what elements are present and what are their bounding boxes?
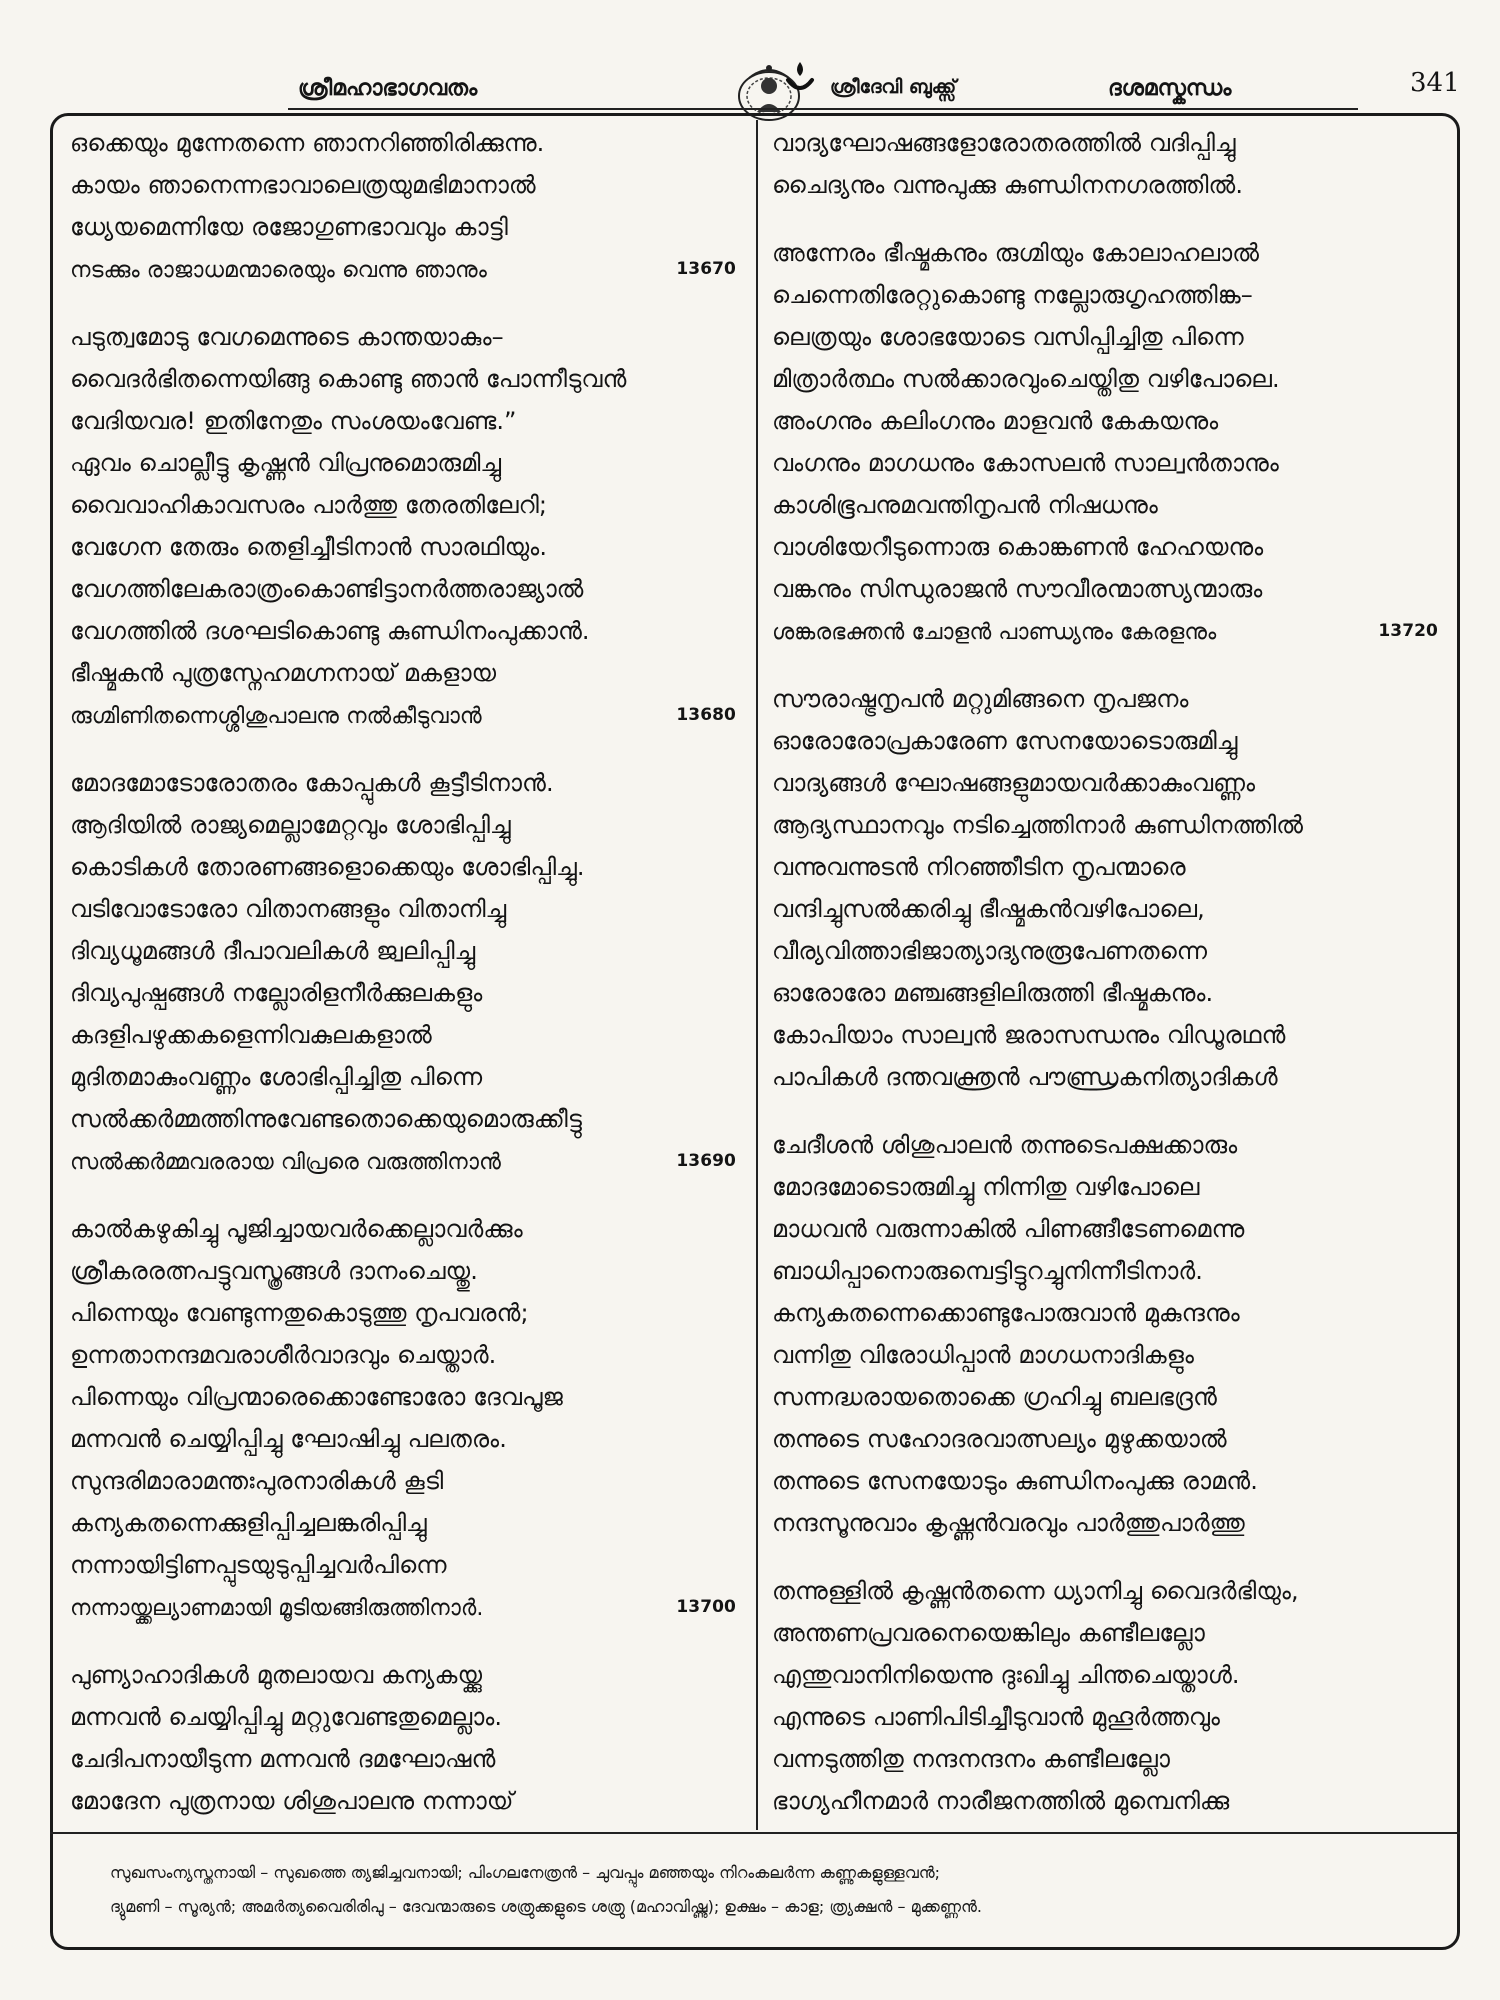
verse-line [70, 610, 742, 652]
verse-line [772, 1822, 1444, 1827]
verse-text: പിന്നെയും വേണ്ടുന്നതുകൊടുത്തു നൃപവരൻ; [70, 1299, 529, 1327]
page-number: 341 [1410, 68, 1460, 98]
verse-line [772, 316, 1444, 358]
verse-line [70, 1696, 742, 1738]
verse-line [772, 400, 1444, 442]
verse-text: ചൈദ്യനും വന്നുപുക്കു കുണ്ഡിനനഗരത്തിൽ. [772, 171, 1244, 199]
stanza [772, 232, 1444, 652]
verse-text: പടുത്വമോടു വേഗമെന്നുടെ കാന്തയാകും– [70, 323, 504, 351]
verse-number: 13720 [1378, 621, 1438, 641]
verse-line [70, 1208, 742, 1250]
verse-line [772, 274, 1444, 316]
verse-text: ഭാഗ്യഹീനമാർ നാരീജനത്തിൽ മുമ്പെനിക്കു [772, 1787, 1230, 1815]
verse-text: വേഗത്തിൽ ദശഘടികൊണ്ടു കുണ്ഡിനംപുക്കാൻ. [70, 617, 590, 645]
verse-text: സന്നദ്ധരായതൊക്കെ ഗ്രഹിച്ചു ബലഭദ്രൻ [772, 1383, 1217, 1411]
stanza [772, 678, 1444, 1098]
verse-line [70, 442, 742, 484]
verse-line [70, 1334, 742, 1376]
verse-line [70, 1418, 742, 1460]
verse-line [70, 762, 742, 804]
verse-line [70, 694, 742, 736]
verse-line [70, 1502, 742, 1544]
verse-line [772, 1502, 1444, 1544]
verse-text: വാശിയേറീടുന്നൊരു കൊങ്കണൻ ഹേഹയനും [772, 533, 1264, 561]
verse-text: വേദിയവര! ഇതിനേതും സംശയംവേണ്ട.” [70, 407, 517, 435]
verse-line [772, 678, 1444, 720]
verse-text: മിത്രാർത്ഥം സൽക്കാരവുംചെയ്തിതു വഴിപോലെ. [772, 365, 1280, 393]
verse-line [70, 1544, 742, 1586]
verse-text: കായം ഞാനെന്നഭാവാലെത്രയുമഭിമാനാൽ [70, 171, 536, 199]
verse-line [70, 1098, 742, 1140]
verse-text: വാദ്യങ്ങൾ ഘോഷങ്ങളുമായവർക്കാകുംവണ്ണം [772, 769, 1256, 797]
stanza [70, 316, 742, 736]
verse-text: ഓരോരോപ്രകാരേണ സേനയോടൊരുമിച്ചു [772, 727, 1238, 755]
verse-text: ഉന്നതാനന്ദമവരാശീർവാദവും ചെയ്താർ. [70, 1341, 497, 1369]
verse-text: ശ്രീകരരത്നപട്ടുവസ്ത്രങ്ങൾ ദാനംചെയ്തു. [70, 1257, 478, 1285]
verse-line [772, 930, 1444, 972]
verse-text: നന്നായിട്ടിണപ്പുടയുടുപ്പിച്ചവർപിന്നെ [70, 1551, 447, 1579]
verse-text: മോദമോടോരോതരം കോപ്പുകൾ കൂട്ടീടിനാൻ. [70, 769, 554, 797]
verse-text: അന്തണപ്രവരനെയെങ്കിലും കണ്ടീലല്ലോ [772, 1619, 1205, 1647]
stanza [70, 122, 742, 290]
verse-text: കന്യകതന്നെക്കുളിപ്പിച്ചലങ്കരിപ്പിച്ചു [70, 1509, 427, 1537]
verse-text: കന്യകതന്നെക്കൊണ്ടുപോരുവാൻ മുകുന്ദനും [772, 1299, 1240, 1327]
verse-line [70, 652, 742, 694]
verse-text: ഭീഷ്മകൻ പുത്രസ്നേഹമഗ്നനായ് മകളായ [70, 659, 497, 687]
verse-text: എന്തുവാനിനിയെന്നു ദുഃഖിച്ചു ചിന്തചെയ്താൾ. [772, 1661, 1240, 1689]
footnote-line: സുഖസംന്യസ്തനായി – സുഖത്തെ ത്യജിച്ചവനായി; പിംഗലനേത്രൻ – ചുവപ്പും മഞ്ഞയും നിറംകലർന്ന കണ്ണുകളുള്ളവൻ; [110, 1863, 941, 1882]
footnote-divider [50, 1832, 1460, 1834]
verse-text: നടക്കും രാജാധമന്മാരെയും വെന്നു ഞാനും [70, 258, 487, 283]
verse-line [772, 1780, 1444, 1822]
header-rule [288, 108, 1358, 110]
verse-line [772, 568, 1444, 610]
verse-text: ആദ്യസ്ഥാനവും നടിച്ചെത്തിനാർ കുണ്ഡിനത്തിൽ [772, 811, 1304, 839]
verse-text: മോദേന പുത്രനായ ശിശുപാലനു നന്നായ് [70, 1787, 514, 1815]
footnote-line: ദ്യുമണി – സൂര്യൻ; അമർത്യവൈരിരിപു – ദേവന്മാരുടെ ശത്രുക്കളുടെ ശത്രു (മഹാവിഷ്ണു); ഉക്ഷം – കാള; ത്ര്യക്ഷൻ – മുക്കണ്ണൻ. [110, 1897, 982, 1916]
verse-line [70, 316, 742, 358]
verse-line [772, 1696, 1444, 1738]
stanza [70, 1208, 742, 1628]
page-header [30, 60, 1470, 110]
verse-line [70, 248, 742, 290]
verse-text: വടിവോടോരോ വിതാനങ്ങളും വിതാനിച്ചു [70, 895, 507, 923]
stanza [772, 1124, 1444, 1544]
verse-text: സൽക്കർമ്മത്തിന്നുവേണ്ടതൊക്കെയുമൊരുക്കീട്ടു [70, 1105, 582, 1133]
verse-line [70, 1654, 742, 1696]
verse-text: ആദിയിൽ രാജ്യമെല്ലാമേറ്റവും ശോഭിപ്പിച്ചു [70, 811, 511, 839]
verse-text: തന്നുടെ സഹോദരവാത്സല്യം മുഴുക്കയാൽ [772, 1425, 1227, 1453]
verse-text: കാൽകഴുകിച്ചു പൂജിച്ചായവർക്കെല്ലാവർക്കും [70, 1215, 523, 1243]
verse-line [70, 400, 742, 442]
verse-text: നന്നായ്ക്കല്യാണമായി മൂടിയങ്ങിരുത്തിനാർ. [70, 1596, 484, 1621]
verse-text: മാധവൻ വരുന്നാകിൽ പിണങ്ങീടേണമെന്നു [772, 1215, 1245, 1243]
verse-text: ചേദീശൻ ശിശുപാലൻ തന്നുടെപക്ഷക്കാരും [772, 1131, 1238, 1159]
publisher-logo-icon [780, 58, 820, 98]
verse-text: മോദമോടൊരുമിച്ചു നിന്നിതു വഴിപോലെ [772, 1173, 1200, 1201]
verse-line [772, 1738, 1444, 1780]
verse-line [772, 1250, 1444, 1292]
verse-text: വങ്കനും സിന്ധുരാജൻ സൗവീരന്മാത്സ്യന്മാരും [772, 575, 1263, 603]
verse-text: വാദ്യഘോഷങ്ങളോരോതരത്തിൽ വദിപ്പിച്ചു [772, 129, 1236, 157]
right-column [772, 122, 1444, 1827]
stanza [772, 1570, 1444, 1827]
verse-text: വന്നടുത്തിതു നന്ദനന്ദനം കണ്ടീലല്ലോ [772, 1745, 1171, 1773]
verse-line [772, 1166, 1444, 1208]
verse-line [772, 1208, 1444, 1250]
verse-line [70, 1250, 742, 1292]
verse-line [70, 888, 742, 930]
verse-text: വേഗത്തിലേകരാത്രംകൊണ്ടിട്ടാനർത്തരാജ്യാൽ [70, 575, 584, 603]
verse-line [70, 1460, 742, 1502]
verse-line [772, 1292, 1444, 1334]
verse-text [70, 1822, 567, 1827]
verse-line [70, 526, 742, 568]
book-title: ശ്രീമഹാഭാഗവതം [298, 76, 478, 101]
verse-line [70, 930, 742, 972]
verse-line [772, 720, 1444, 762]
verse-number: 13670 [676, 259, 736, 279]
verse-text: വംഗനും മാഗധനും കോസലൻ സാല്വൻതാനും [772, 449, 1279, 477]
verse-line [772, 232, 1444, 274]
left-column [70, 122, 742, 1827]
verse-line [70, 972, 742, 1014]
verse-text: വൈവാഹികാവസരം പാർത്തു തേരതിലേറി; [70, 491, 548, 519]
verse-line [70, 1822, 742, 1827]
verse-text [772, 1822, 1279, 1827]
verse-line [772, 1334, 1444, 1376]
verse-text: പുണ്യാഹാദികൾ മുതലായവ കന്യകയ്ക്കു [70, 1661, 483, 1689]
verse-line [70, 164, 742, 206]
verse-line [772, 1376, 1444, 1418]
verse-line [70, 122, 742, 164]
verse-line [772, 526, 1444, 568]
verse-line [70, 1586, 742, 1628]
stanza [70, 1654, 742, 1827]
stanza [772, 122, 1444, 206]
verse-line [70, 1140, 742, 1182]
stanza [70, 762, 742, 1182]
verse-text: കോപിയാം സാല്വൻ ജരാസന്ധനും വിഡൂരഥൻ [772, 1021, 1286, 1049]
verse-text: സൽക്കർമ്മവരരായ വിപ്രരെ വരുത്തിനാൻ [70, 1150, 501, 1175]
verse-line [772, 442, 1444, 484]
verse-line [772, 888, 1444, 930]
verse-line [70, 846, 742, 888]
publisher-name: ശ്രീദേവി ബുക്ക്സ് [830, 76, 957, 98]
verse-text: തന്നുള്ളിൽ കൃഷ്ണൻതന്നെ ധ്യാനിച്ചു വൈദർഭിയും, [772, 1577, 1299, 1605]
verse-text: കൊടികൾ തോരണങ്ങളൊക്കെയും ശോഭിപ്പിച്ചു. [70, 853, 585, 881]
verse-line [772, 1056, 1444, 1098]
verse-number: 13680 [676, 705, 736, 725]
column-divider [756, 120, 758, 1830]
verse-line [772, 164, 1444, 206]
verse-text: വീര്യവിത്താഭിജാത്യാദ്യനുരൂപേണതന്നെ [772, 937, 1208, 965]
verse-text: തന്നുടെ സേനയോടും കുണ്ഡിനംപുക്കു രാമൻ. [772, 1467, 1258, 1495]
verse-text: ചെന്നെതിരേറ്റുകൊണ്ടു നല്ലോരുഗൃഹത്തിങ്ക– [772, 281, 1253, 309]
verse-line [70, 1738, 742, 1780]
verse-line [772, 358, 1444, 400]
verse-line [70, 1292, 742, 1334]
verse-text: നന്ദസൂനുവാം കൃഷ്ണൻവരവും പാർത്തുപാർത്തു [772, 1509, 1245, 1537]
verse-text: വന്നിതു വിരോധിപ്പാൻ മാഗധനാദികളും [772, 1341, 1194, 1369]
verse-line [772, 1460, 1444, 1502]
verse-line [70, 1376, 742, 1418]
verse-line [772, 762, 1444, 804]
verse-line [772, 610, 1444, 652]
verse-text: കദളിപഴുക്കകളെന്നിവകുലകളാൽ [70, 1021, 432, 1049]
verse-line [70, 1014, 742, 1056]
verse-text: മന്നവൻ ചെയ്യിപ്പിച്ചു ഘോഷിച്ചു പലതരം. [70, 1425, 507, 1453]
verse-text: രുഗ്മിണിതന്നെശ്ശിശുപാലനു നൽകീടുവാൻ [70, 704, 482, 729]
verse-line [772, 1612, 1444, 1654]
verse-line [772, 122, 1444, 164]
verse-text: വേഗേന തേരും തെളിച്ചീടിനാൻ സാരഥിയും. [70, 533, 548, 561]
verse-line [70, 206, 742, 248]
verse-text: വന്നുവന്നുടൻ നിറഞ്ഞീടിന നൃപന്മാരെ [772, 853, 1186, 881]
verse-line [772, 484, 1444, 526]
verse-text: വന്ദിച്ചുസൽക്കരിച്ചു ഭീഷ്മകൻവഴിപോലെ, [772, 895, 1205, 923]
verse-line [70, 1056, 742, 1098]
verse-text: ശങ്കരഭക്തൻ ചോളൻ പാണ്ഡ്യനും കേരളനും [772, 620, 1217, 645]
verse-number: 13700 [676, 1597, 736, 1617]
verse-line [772, 1418, 1444, 1460]
verse-line [772, 1570, 1444, 1612]
verse-text: സുന്ദരിമാരാമന്തഃപുരനാരികൾ കൂടി [70, 1467, 444, 1495]
verse-text: സൗരാഷ്ട്രനൃപൻ മറ്റുമിങ്ങനെ നൃപജനം [772, 685, 1189, 713]
verse-text: ബാധിപ്പാനൊരുമ്പെട്ടിട്ടുറച്ചുനിന്നീടിനാർ. [772, 1257, 1204, 1285]
verse-line [772, 846, 1444, 888]
verse-line [70, 568, 742, 610]
verse-text: ഏവം ചൊല്ലീട്ടു കൃഷ്ണൻ വിപ്രനുമൊരുമിച്ചു [70, 449, 502, 477]
verse-line [70, 358, 742, 400]
verse-text: കാശിഭൂപനുമവന്തിനൃപൻ നിഷധനും [772, 491, 1158, 519]
verse-text: എന്നുടെ പാണിപിടിച്ചീടുവാൻ മുഹൂർത്തവും [772, 1703, 1221, 1731]
verse-text: ദിവ്യപുഷ്പങ്ങൾ നല്ലോരിളനീർക്കുലകളും [70, 979, 483, 1007]
verse-line [772, 1654, 1444, 1696]
verse-line [772, 804, 1444, 846]
verse-text: ധ്യേയമെന്നിയേ രജോഗുണഭാവവും കാട്ടി [70, 213, 508, 241]
verse-text: ലെത്രയും ശോഭയോടെ വസിപ്പിച്ചിതു പിന്നെ [772, 323, 1244, 351]
verse-text: ഒക്കെയും മുന്നേതന്നെ ഞാനറിഞ്ഞിരിക്കുന്നു. [70, 129, 545, 157]
verse-text: അംഗനും കലിംഗനും മാളവൻ കേകയനും [772, 407, 1219, 435]
verse-text: ഓരോരോ മഞ്ചങ്ങളിലിരുത്തി ഭീഷ്മകനും. [772, 979, 1214, 1007]
verse-line [70, 484, 742, 526]
verse-number: 13690 [676, 1151, 736, 1171]
verse-text: ചേദിപനായീടുന്ന മന്നവൻ ദമഘോഷൻ [70, 1745, 496, 1773]
verse-text: പാപികൾ ദന്തവക്ത്രൻ പൗണ്ഡ്രകനിത്യാദികൾ [772, 1063, 1278, 1091]
footnotes [110, 1856, 1440, 1924]
verse-text: അന്നേരം ഭീഷ്മകനും രുഗ്മിയും കോലാഹലാൽ [772, 239, 1260, 267]
verse-text: ദിവ്യധൂമങ്ങൾ ദീപാവലികൾ ജ്വലിപ്പിച്ചു [70, 937, 476, 965]
section-title: ദശമസ്കന്ധം [1108, 76, 1232, 101]
verse-text: പിന്നെയും വിപ്രന്മാരെക്കൊണ്ടോരോ ദേവപൂജ [70, 1383, 563, 1411]
verse-line [772, 1014, 1444, 1056]
verse-line [70, 804, 742, 846]
verse-text: മന്നവൻ ചെയ്യിപ്പിച്ചു മറ്റുവേണ്ടതുമെല്ലാം. [70, 1703, 503, 1731]
verse-text: മുദിതമാകുംവണ്ണം ശോഭിപ്പിച്ചിതു പിന്നെ [70, 1063, 483, 1091]
verse-text: വൈദർഭിതന്നെയിങ്ങു കൊണ്ടു ഞാൻ പോന്നീടുവൻ [70, 365, 627, 393]
verse-line [70, 1780, 742, 1822]
verse-line [772, 1124, 1444, 1166]
verse-line [772, 972, 1444, 1014]
